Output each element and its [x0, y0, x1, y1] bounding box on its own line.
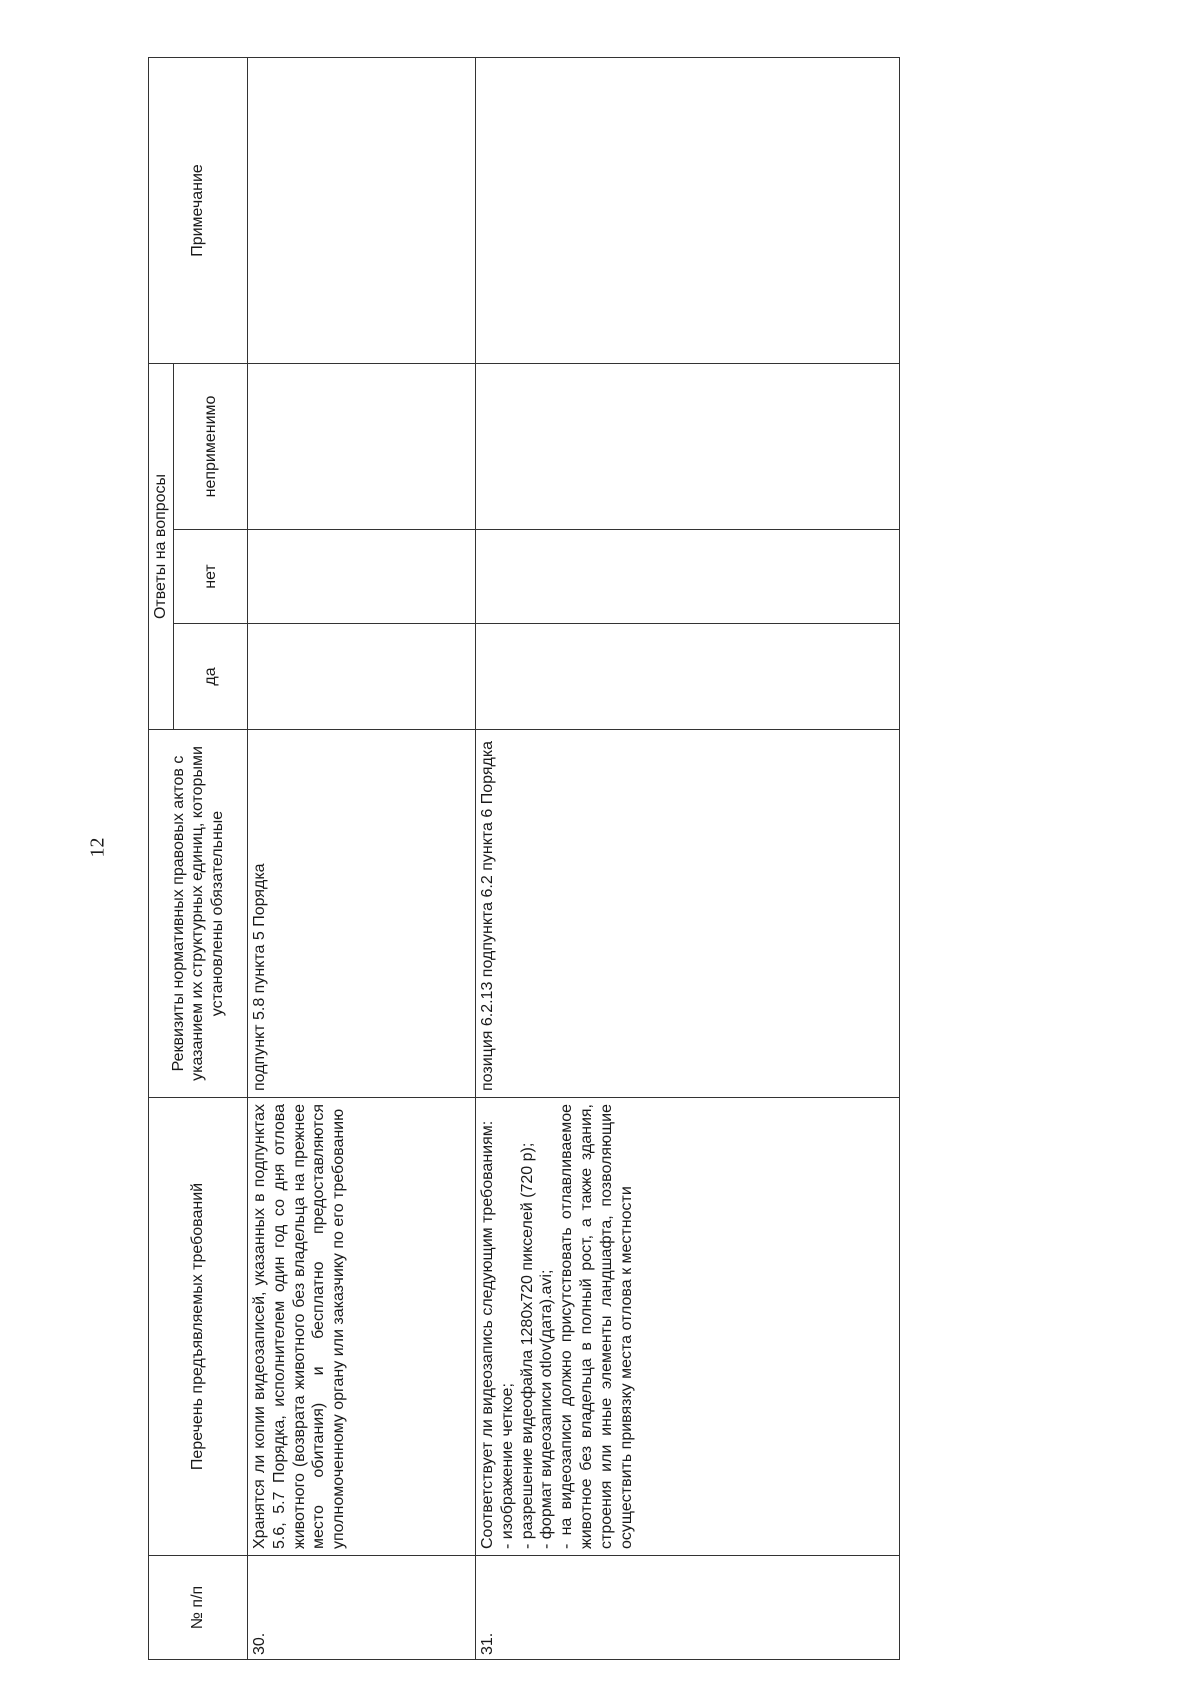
requirement-line: Соответствует ли видеозапись следующим требованиям: [479, 1120, 496, 1549]
note-cell[interactable] [476, 57, 900, 363]
header-yes: да [174, 624, 248, 730]
page-number: 12 [86, 837, 109, 858]
act-reference: позиция 6.2.13 подпункта 6.2 пункта 6 Порядка [476, 730, 900, 1098]
requirement-text [476, 1098, 900, 1556]
header-requirements: Перечень предъявляемых требований [149, 1098, 248, 1556]
table-row [248, 57, 476, 1659]
answer-yes-cell[interactable] [476, 624, 900, 730]
answer-na-cell[interactable] [476, 363, 900, 529]
header-num: № п/п [149, 1556, 248, 1660]
checklist-table [148, 57, 900, 1660]
row-number: 30. [248, 1556, 476, 1660]
requirement-line: - формат видеозаписи otlov(дата).avi; [538, 1269, 556, 1549]
act-reference: подпункт 5.8 пункта 5 Порядка [248, 730, 476, 1098]
answer-no-cell[interactable] [248, 530, 476, 624]
answer-na-cell[interactable] [248, 363, 476, 529]
header-na: неприменимо [174, 363, 248, 529]
requirement-line: - на видеозаписи должно присутствовать отлавливаемое животное без владельца в полный рост, а также здания, строения или иные элементы ландшафта, позволяющие осуществить привязку места отлова к местности [558, 1104, 635, 1549]
header-acts: Реквизиты нормативных правовых актов с указанием их структурных единиц, которыми установлены обязательные [149, 730, 248, 1098]
answer-no-cell[interactable] [476, 530, 900, 624]
note-cell[interactable] [248, 57, 476, 363]
checklist-table-container [148, 58, 900, 1660]
header-note: Примечание [149, 57, 248, 363]
row-number: 31. [476, 1556, 900, 1660]
answer-yes-cell[interactable] [248, 624, 476, 730]
requirement-text: Хранятся ли копии видеозаписей, указанных в подпунктах 5.6, 5.7 Порядка, исполнителем один год со дня отлова животного (возврата животного без владельца на прежнее место обитания) и бесплатно предоставляются уполномоченному органу или заказчику по его требованию [248, 1098, 476, 1556]
table-row [476, 57, 900, 1659]
requirement-line: - разрешение видеофайла 1280x720 пикселей (720 р); [518, 1142, 536, 1549]
requirement-line: - изображение четкое; [498, 1383, 516, 1549]
header-no: нет [174, 530, 248, 624]
header-answers: Ответы на вопросы [149, 363, 174, 729]
